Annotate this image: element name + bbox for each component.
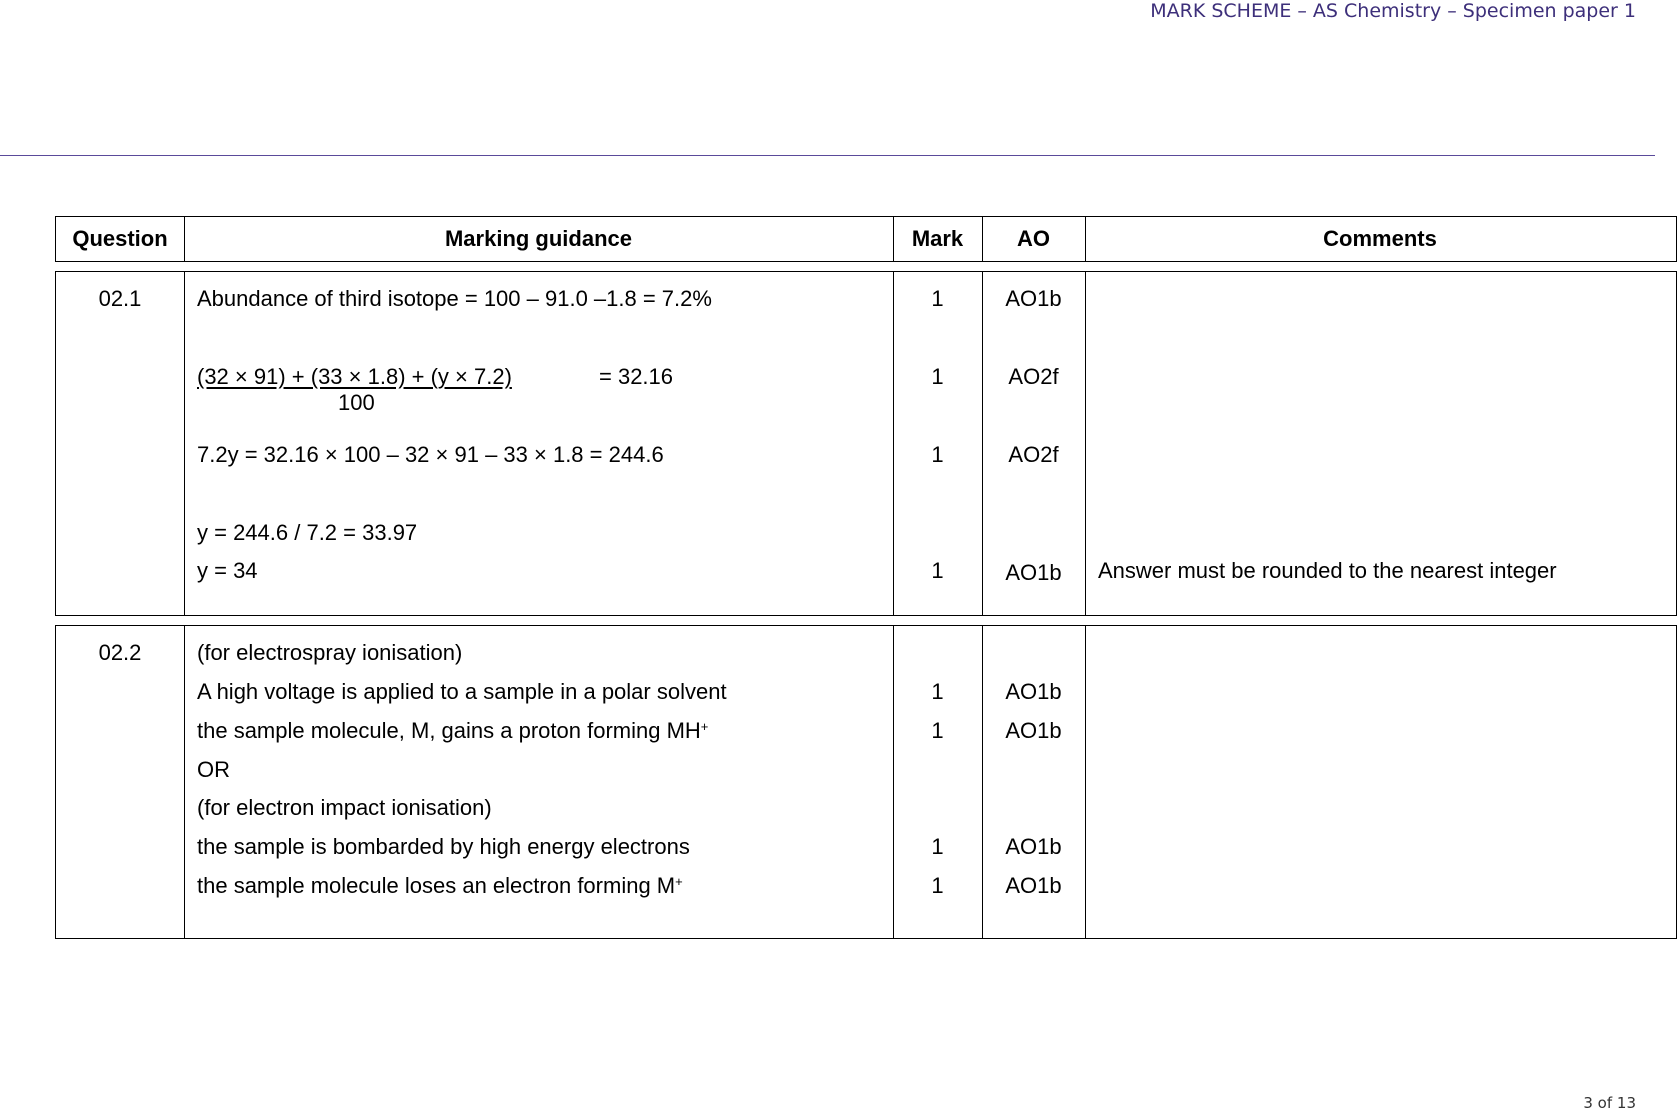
superscript-charge: + [700,719,709,734]
ao-value: AO2f [1008,442,1059,467]
mark-value: 1 [931,558,944,583]
guidance-line: Abundance of third isotope = 100 – 91.0 –1.8 = 7.2% [197,286,712,311]
page-number: 3 of 13 [1583,1094,1636,1112]
ao-value: AO1b [1005,873,1062,898]
ao-value: AO1b [1005,679,1062,704]
guidance-text: the sample molecule loses an electron forming M [197,873,676,898]
header-marking-guidance: Marking guidance [444,226,633,251]
mark-value: 1 [931,442,944,467]
header-ao: AO [1017,226,1050,251]
equation-result: = 32.16 [599,364,674,389]
table-row-02-2 [55,625,1677,939]
guidance-line: OR [197,757,230,782]
ao-value: AO1b [1005,560,1062,585]
table-row-02-1 [55,271,1677,616]
equation-denominator: 100 [338,390,375,415]
header-question: Question [72,226,168,251]
mark-value: 1 [931,718,944,743]
ao-value: AO1b [1005,718,1062,743]
mark-value: 1 [931,679,944,704]
guidance-line: the sample is bombarded by high energy electrons [197,834,690,859]
header-comments: Comments [1323,226,1437,251]
ao-value: AO1b [1005,286,1062,311]
running-header: MARK SCHEME – AS Chemistry – Specimen paper 1 [1150,0,1636,22]
guidance-line: y = 244.6 / 7.2 = 33.97 [197,520,418,545]
mark-value: 1 [931,873,944,898]
mark-value: 1 [931,834,944,859]
mark-value: 1 [931,286,944,311]
ao-value: AO2f [1008,364,1059,389]
mark-value: 1 [931,364,944,389]
comment-text: Answer must be rounded to the nearest integer [1098,558,1557,583]
guidance-line: (for electrospray ionisation) [197,640,463,665]
question-number: 02.1 [98,286,142,311]
guidance-line: y = 34 [197,558,258,583]
superscript-charge: + [675,874,683,889]
header-mark: Mark [911,226,964,251]
header-rule [0,155,1655,156]
guidance-text: the sample molecule, M, gains a proton forming MH [197,718,701,743]
guidance-line: (for electron impact ionisation) [197,795,492,820]
guidance-line: 7.2y = 32.16 × 100 – 32 × 91 – 33 × 1.8 = 244.6 [197,442,664,467]
table-header-row [55,216,1677,262]
guidance-line [197,873,683,899]
question-number: 02.2 [98,640,142,665]
equation-numerator: (32 × 91) + (33 × 1.8) + (y × 7.2) [197,364,512,389]
ao-value: AO1b [1005,834,1062,859]
guidance-line: A high voltage is applied to a sample in a polar solvent [197,679,727,704]
guidance-line [197,718,708,744]
